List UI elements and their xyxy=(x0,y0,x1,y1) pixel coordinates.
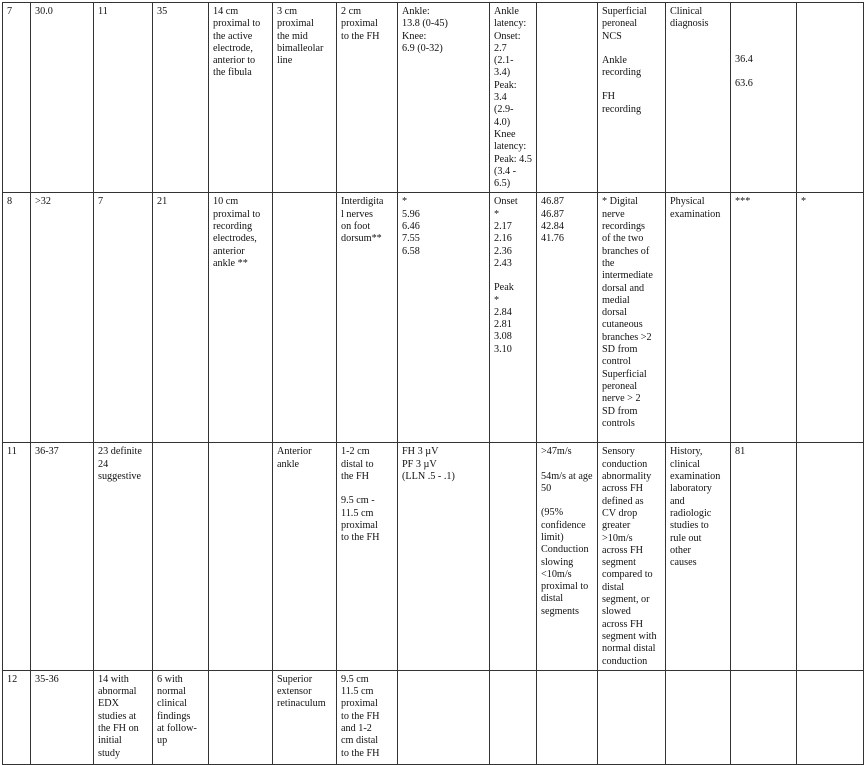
cell-text: Conduction xyxy=(541,544,589,556)
cell-text: the mid xyxy=(277,30,308,42)
cell-text: (95% xyxy=(541,507,564,519)
cell-spacer xyxy=(541,459,593,471)
cell-text: findings xyxy=(157,710,191,722)
cell-age xyxy=(31,3,94,193)
cell-text: segment, or xyxy=(602,594,650,606)
cell-text: * xyxy=(494,208,500,220)
cell-text: anterior to xyxy=(213,55,256,67)
cell-count-b xyxy=(153,443,209,670)
cell-text: normal xyxy=(157,686,186,698)
cell-text: Knee xyxy=(494,128,516,140)
cell-text: 3.08 xyxy=(494,331,512,343)
cell-text: conduction xyxy=(602,458,648,470)
cell-text: to the FH xyxy=(341,532,380,544)
cell-text: cutaneous xyxy=(602,319,643,331)
cell-text: cm distal xyxy=(341,735,379,747)
cell-count-a xyxy=(94,670,153,764)
cell-text: >32 xyxy=(35,196,51,208)
cell-text: 81 xyxy=(735,446,746,458)
cell-text: study xyxy=(98,747,121,759)
cell-text: >47m/s xyxy=(541,446,572,458)
cell-text: 4.0) xyxy=(494,116,511,128)
cell-diagnosis-basis xyxy=(666,443,731,670)
cell-study-number xyxy=(3,443,31,670)
cell-extra xyxy=(797,670,864,764)
cell-stimulation-site xyxy=(209,193,273,443)
cell-text: 2.36 xyxy=(494,245,512,257)
cell-text: at follow- xyxy=(157,722,197,734)
cell-text: limit) xyxy=(541,531,564,543)
cell-text: History, xyxy=(670,446,703,458)
cell-age xyxy=(31,670,94,764)
cell-fh-location xyxy=(337,670,398,764)
cell-text: * xyxy=(402,196,408,208)
cell-recording-site xyxy=(273,670,337,764)
cell-study-number xyxy=(3,670,31,764)
cell-text: recording xyxy=(602,67,642,79)
cell-text: to the FH xyxy=(341,710,380,722)
cell-text: and 1-2 xyxy=(341,722,372,734)
cell-text: (3.4 - xyxy=(494,165,517,177)
cell-text: nerve > 2 xyxy=(602,393,641,405)
cell-text: 6 with xyxy=(157,673,183,685)
cell-text: distal xyxy=(541,593,564,605)
cell-text: recording xyxy=(602,103,642,115)
cell-text: 35 xyxy=(157,6,168,17)
cell-study-number xyxy=(3,193,31,443)
cell-method-notes xyxy=(598,193,666,443)
cell-text: 6.46 xyxy=(402,221,420,233)
cell-text: Knee: xyxy=(402,30,427,42)
cell-text: 2.43 xyxy=(494,257,512,269)
table-row xyxy=(3,193,864,443)
cell-text: retinaculum xyxy=(277,698,326,710)
cell-text: Ankle: xyxy=(402,6,430,17)
cell-text: 2 cm xyxy=(341,6,362,17)
cell-text: 63.6 xyxy=(735,78,753,90)
cell-text: conduction xyxy=(602,655,648,667)
cell-text: latency: xyxy=(494,141,527,153)
cell-text: 11 xyxy=(7,446,17,458)
cell-spacer xyxy=(602,43,661,55)
cell-text: proximal xyxy=(341,18,378,30)
cell-spacer xyxy=(735,66,792,78)
cell-text: 14 cm xyxy=(213,6,239,17)
cell-text: proximal xyxy=(341,519,378,531)
cell-text: bimalleolar xyxy=(277,42,324,54)
cell-count-a xyxy=(94,3,153,193)
cell-text: laboratory xyxy=(670,483,712,495)
cell-text: up xyxy=(157,735,168,747)
cell-stimulation-site xyxy=(209,670,273,764)
cell-text: 7.55 xyxy=(402,233,420,245)
cell-text: 50 xyxy=(541,483,552,495)
cell-percentage xyxy=(731,443,797,670)
cell-text: SD from xyxy=(602,344,638,356)
cell-text: the fibula xyxy=(213,67,252,79)
cell-text: ankle ** xyxy=(213,257,248,269)
cell-age xyxy=(31,443,94,670)
cell-text: * xyxy=(494,294,500,306)
cell-text: across FH xyxy=(602,483,644,495)
cell-text: 30.0 xyxy=(35,6,53,17)
cell-text: Interdigita xyxy=(341,196,384,208)
cell-text: to the FH xyxy=(341,747,380,759)
cell-text: confidence xyxy=(541,519,586,531)
table-row xyxy=(3,443,864,670)
cell-text: 41.76 xyxy=(541,233,564,245)
cell-text: peroneal xyxy=(602,380,638,392)
cell-text: electrode, xyxy=(213,42,253,54)
cell-text: examination xyxy=(670,208,721,220)
cell-text: 8 xyxy=(7,196,13,208)
cell-fh-location xyxy=(337,3,398,193)
cell-amplitude xyxy=(398,443,490,670)
cell-text: nerve xyxy=(602,208,625,220)
cell-fh-location xyxy=(337,193,398,443)
cell-text: clinical xyxy=(670,458,700,470)
cell-text: Peak: 4.5 xyxy=(494,153,532,165)
cell-text: * xyxy=(801,196,807,208)
cell-extra xyxy=(797,3,864,193)
cell-text: Superficial xyxy=(602,6,647,17)
cell-text: 24 xyxy=(98,458,109,470)
cell-spacer xyxy=(735,30,792,42)
cell-method-notes xyxy=(598,3,666,193)
cell-text: recordings xyxy=(602,221,645,233)
cell-text: line xyxy=(277,55,293,67)
cell-text: medial xyxy=(602,294,630,306)
cell-conduction-velocity xyxy=(537,443,598,670)
cell-text: proximal to xyxy=(213,208,261,220)
cell-text: radiologic xyxy=(670,507,712,519)
cell-text: of the two xyxy=(602,233,644,245)
cell-text: 2.17 xyxy=(494,221,512,233)
cell-text: proximal to xyxy=(213,18,261,30)
cell-text: EDX xyxy=(98,698,119,710)
cell-text: abnormal xyxy=(98,686,137,698)
cell-text: across FH xyxy=(602,544,644,556)
cell-text: electrodes, xyxy=(213,233,257,245)
cell-latency xyxy=(490,193,537,443)
cell-text: studies to xyxy=(670,520,709,532)
cell-percentage xyxy=(731,3,797,193)
cell-text: controls xyxy=(602,417,635,429)
cell-text: NCS xyxy=(602,30,622,42)
cell-text: to the FH xyxy=(341,30,380,42)
cell-text: Ankle xyxy=(494,6,519,17)
cell-text: 7 xyxy=(7,6,13,17)
cell-spacer xyxy=(602,79,661,91)
cell-text: Superior xyxy=(277,673,313,685)
cell-text: 11.5 cm xyxy=(341,507,374,519)
cell-text: other xyxy=(670,544,691,556)
cell-text: 6.9 (0-32) xyxy=(402,42,443,54)
cell-text: CV drop xyxy=(602,507,638,519)
cell-text: FH 3 µV xyxy=(402,446,439,458)
cell-text: distal xyxy=(602,581,625,593)
cell-text: Superficial xyxy=(602,368,647,380)
cell-text: causes xyxy=(670,557,697,569)
cell-text: 2.81 xyxy=(494,319,512,331)
cell-text: ankle xyxy=(277,458,300,470)
cell-text: anterior xyxy=(213,245,245,257)
cell-text: branches of xyxy=(602,245,650,257)
cell-text: 2.16 xyxy=(494,233,512,245)
cell-text: segment with xyxy=(602,630,657,642)
cell-text: distal to xyxy=(341,458,374,470)
cell-text: * Digital xyxy=(602,196,638,208)
cell-text: proximal xyxy=(341,698,378,710)
cell-diagnosis-basis xyxy=(666,193,731,443)
cell-spacer xyxy=(735,6,792,18)
cell-text: PF 3 µV xyxy=(402,458,437,470)
cell-text: >10m/s xyxy=(602,532,633,544)
cell-text: abnormality xyxy=(602,471,652,483)
cell-text: 6.58 xyxy=(402,245,420,257)
cell-text: segments xyxy=(541,605,579,617)
cell-text: the FH xyxy=(341,471,370,483)
cell-text: 23 definite xyxy=(98,446,142,458)
cell-text: 3.4) xyxy=(494,67,511,79)
cell-text: 46.87 xyxy=(541,196,564,208)
cell-age xyxy=(31,193,94,443)
cell-recording-site xyxy=(273,443,337,670)
cell-latency xyxy=(490,443,537,670)
cell-amplitude xyxy=(398,670,490,764)
cell-latency xyxy=(490,670,537,764)
cell-text: 3 cm xyxy=(277,6,298,17)
cell-text: slowing xyxy=(541,556,574,568)
cell-spacer xyxy=(494,270,532,282)
cell-text: FH xyxy=(602,91,616,103)
cell-text: 2.84 xyxy=(494,306,512,318)
cell-text: across FH xyxy=(602,618,644,630)
cell-text: clinical xyxy=(157,698,187,710)
cell-text: 11 xyxy=(98,6,108,17)
cell-text: SD from xyxy=(602,405,638,417)
nerve-conduction-table xyxy=(2,2,864,765)
cell-spacer xyxy=(341,483,393,495)
cell-text: the active xyxy=(213,30,253,42)
cell-percentage xyxy=(731,670,797,764)
cell-text: diagnosis xyxy=(670,18,709,30)
cell-text: (LLN .5 - .1) xyxy=(402,471,455,483)
cell-text: 36-37 xyxy=(35,446,59,458)
cell-text: Peak: xyxy=(494,79,517,91)
cell-diagnosis-basis xyxy=(666,3,731,193)
cell-text: suggestive xyxy=(98,471,142,483)
cell-text: defined as xyxy=(602,495,644,507)
cell-conduction-velocity xyxy=(537,193,598,443)
cell-count-a xyxy=(94,193,153,443)
cell-text: (2.9- xyxy=(494,104,514,116)
cell-text: 3.4 xyxy=(494,92,507,104)
cell-text: Ankle xyxy=(602,54,627,66)
cell-text: branches >2 xyxy=(602,331,652,343)
cell-text: control xyxy=(602,356,631,368)
cell-text: 10 cm xyxy=(213,196,239,208)
cell-text: 14 with xyxy=(98,673,129,685)
cell-conduction-velocity xyxy=(537,670,598,764)
cell-method-notes xyxy=(598,443,666,670)
cell-text: 2.7 xyxy=(494,42,507,54)
cell-count-b xyxy=(153,3,209,193)
cell-recording-site xyxy=(273,193,337,443)
cell-stimulation-site xyxy=(209,3,273,193)
cell-text: 9.5 cm - xyxy=(341,495,375,507)
cell-text: Onset xyxy=(494,196,518,208)
cell-text: dorsal and xyxy=(602,282,645,294)
cell-spacer xyxy=(541,495,593,507)
cell-text: <10m/s xyxy=(541,568,572,580)
table-row xyxy=(3,3,864,193)
cell-text: compared to xyxy=(602,569,653,581)
cell-text: dorsum** xyxy=(341,233,382,245)
cell-extra xyxy=(797,193,864,443)
cell-text: 9.5 cm xyxy=(341,673,369,685)
cell-text: slowed xyxy=(602,606,631,618)
cell-text: 6.5) xyxy=(494,178,511,190)
cell-text: and xyxy=(670,495,685,507)
cell-text: the xyxy=(602,257,615,269)
cell-stimulation-site xyxy=(209,443,273,670)
cell-text: 46.87 xyxy=(541,208,564,220)
cell-text: extensor xyxy=(277,686,312,698)
cell-text: 21 xyxy=(157,196,168,208)
cell-text: 3.10 xyxy=(494,343,512,355)
cell-text: 13.8 (0-45) xyxy=(402,18,448,30)
cell-text: l nerves xyxy=(341,208,373,220)
cell-text: on foot xyxy=(341,221,371,233)
cell-recording-site xyxy=(273,3,337,193)
cell-text: Physical xyxy=(670,196,705,208)
cell-count-a xyxy=(94,443,153,670)
cell-amplitude xyxy=(398,193,490,443)
cell-text: proximal to xyxy=(541,581,589,593)
cell-text: intermediate xyxy=(602,270,653,282)
cell-study-number xyxy=(3,3,31,193)
cell-count-b xyxy=(153,193,209,443)
cell-count-b xyxy=(153,670,209,764)
cell-amplitude xyxy=(398,3,490,193)
cell-spacer xyxy=(735,18,792,30)
cell-text: normal distal xyxy=(602,643,656,655)
cell-text: the FH on xyxy=(98,722,139,734)
cell-text: Peak xyxy=(494,282,514,294)
cell-text: Clinical xyxy=(670,6,703,17)
cell-text: Onset: xyxy=(494,30,521,42)
cell-spacer xyxy=(735,42,792,54)
cell-text: *** xyxy=(735,196,751,208)
cell-text: latency: xyxy=(494,18,527,30)
cell-text: 35-36 xyxy=(35,673,59,685)
cell-text: peroneal xyxy=(602,18,638,30)
cell-fh-location xyxy=(337,443,398,670)
table-body xyxy=(3,3,864,765)
cell-text: 36.4 xyxy=(735,54,753,65)
cell-conduction-velocity xyxy=(537,3,598,193)
table-row xyxy=(3,670,864,764)
cell-method-notes xyxy=(598,670,666,764)
cell-text: 54m/s at age xyxy=(541,470,593,482)
cell-extra xyxy=(797,443,864,670)
cell-text: (2.1- xyxy=(494,55,514,67)
cell-text: Sensory xyxy=(602,446,635,458)
cell-text: proximal xyxy=(277,18,314,30)
cell-text: 5.96 xyxy=(402,208,420,220)
cell-percentage xyxy=(731,193,797,443)
cell-text: initial xyxy=(98,735,122,747)
cell-text: examination xyxy=(670,471,721,483)
cell-text: greater xyxy=(602,520,631,532)
cell-text: dorsal xyxy=(602,307,627,319)
cell-text: segment xyxy=(602,557,636,569)
cell-text: 7 xyxy=(98,196,104,208)
cell-text: recording xyxy=(213,221,253,233)
cell-text: Anterior xyxy=(277,446,312,458)
cell-text: 11.5 cm xyxy=(341,686,374,698)
cell-text: 42.84 xyxy=(541,221,564,233)
cell-text: 12 xyxy=(7,673,18,685)
cell-latency xyxy=(490,3,537,193)
cell-diagnosis-basis xyxy=(666,670,731,764)
cell-text: studies at xyxy=(98,710,137,722)
cell-text: 1-2 cm xyxy=(341,446,370,458)
cell-text: rule out xyxy=(670,532,702,544)
